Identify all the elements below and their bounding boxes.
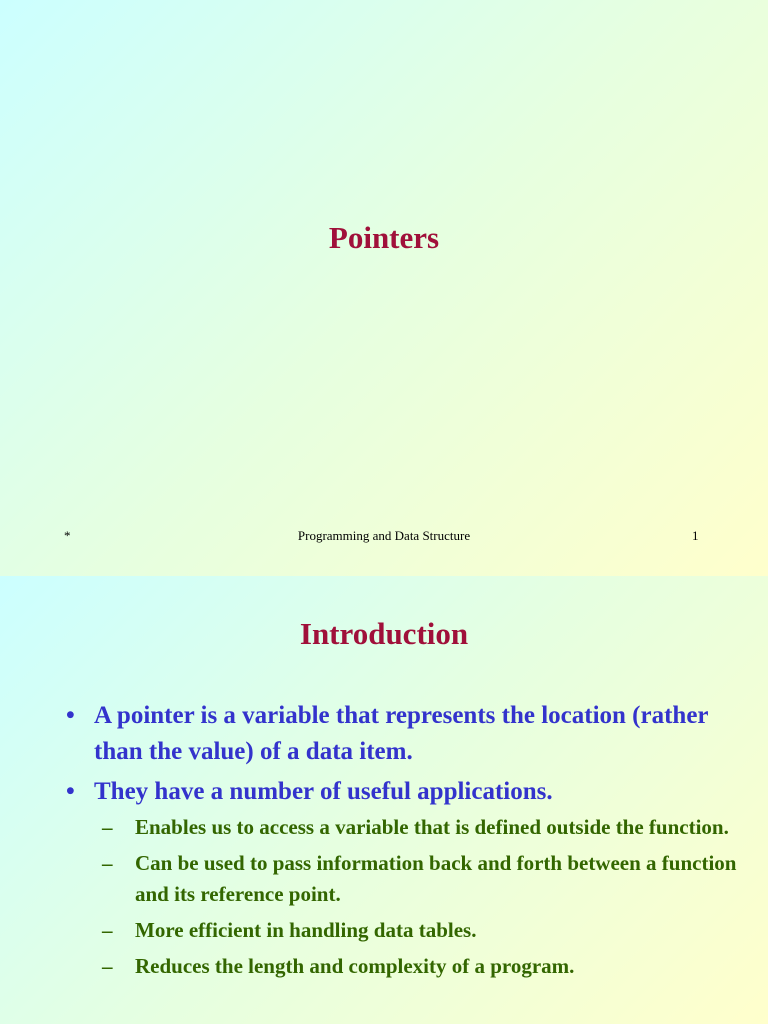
bullet-marker: • — [66, 778, 75, 805]
sub-bullet-marker: – — [102, 918, 113, 942]
footer-page-number: 1 — [692, 528, 699, 543]
bullet-item — [66, 774, 746, 982]
sub-bullet-text: Enables us to access a variable that is defined outside the function. — [135, 815, 729, 839]
sub-bullet-marker: – — [102, 954, 113, 978]
slide-introduction — [0, 576, 768, 1024]
sub-bullet-marker: – — [102, 851, 113, 875]
bullet-marker: • — [66, 702, 75, 729]
sub-bullet-text: Reduces the length and complexity of a program. — [135, 954, 575, 978]
sub-bullet-marker: – — [102, 815, 113, 839]
slide-title: Introduction — [299, 616, 469, 651]
sub-bullet-item — [102, 951, 746, 982]
footer-course-name: Programming and Data Structure — [297, 528, 471, 543]
bullet-text: They have a number of useful applications. — [94, 778, 553, 805]
bullet-text: A pointer is a variable that represents the location (rather than the value) of a data item. — [94, 702, 709, 765]
footer-date-placeholder: * — [64, 528, 71, 543]
sub-bullet-item — [102, 915, 746, 946]
sub-bullet-list — [94, 812, 746, 982]
slide-title: Pointers — [328, 220, 440, 255]
sub-bullet-item — [102, 848, 746, 910]
bullet-item — [66, 698, 746, 770]
sub-bullet-text: Can be used to pass information back and forth between a function and its reference point. — [135, 851, 737, 906]
bullet-list — [66, 698, 746, 987]
sub-bullet-text: More efficient in handling data tables. — [135, 918, 477, 942]
sub-bullet-item — [102, 812, 746, 843]
